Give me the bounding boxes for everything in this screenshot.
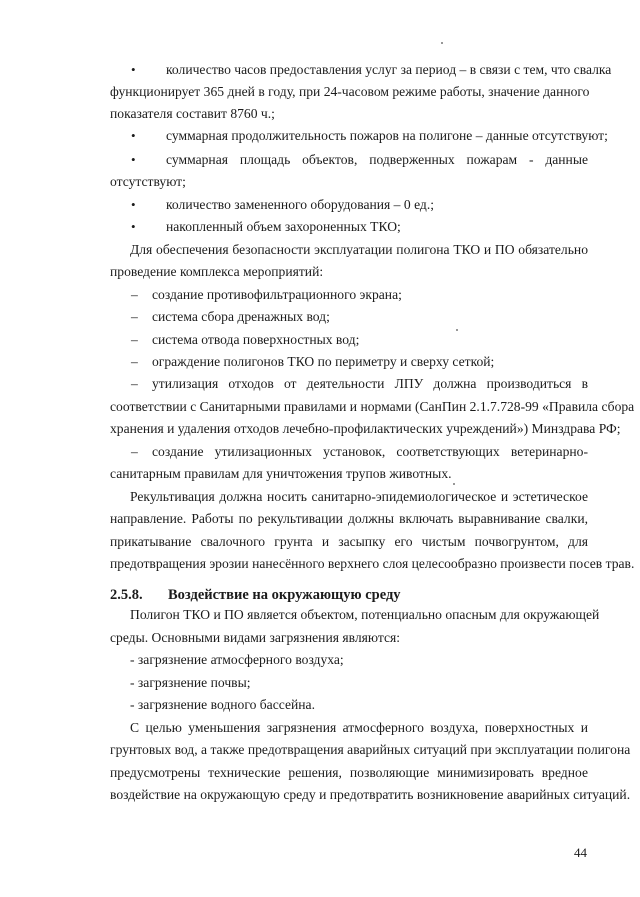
dash-marker: – [131,354,138,369]
pollution-item-2: - загрязнение почвы; [130,675,251,690]
section-number: 2.5.8. [110,587,143,603]
dash-item-2: система сбора дренажных вод; [152,309,330,324]
scan-speck [456,329,458,331]
scan-speck [441,42,443,44]
recultivation-paragraph-line-2: направление. Работы по рекультивации должны включать выравнивание свалки, [110,511,588,526]
recultivation-paragraph-line-1: Рекультивация должна носить санитарно-эпидемиологическое и эстетическое [130,489,588,504]
section-heading [110,587,401,604]
pollution-item-3: - загрязнение водного бассейна. [130,697,315,712]
bullet-item-1-line-3: показателя составит 8760 ч.; [110,106,275,121]
bullet-marker: • [131,219,136,234]
bullet-item-5-line-1: накопленный объем захороненных ТКО; [166,219,401,234]
dash-item-6-line-2: санитарным правилам для уничтожения трупов животных. [110,466,452,481]
conclusion-paragraph-line-3: предусмотрены технические решения, позволяющие минимизировать вредное [110,765,588,780]
scan-speck [453,483,455,485]
section-intro-line-2: среды. Основными видами загрязнения являются: [110,630,401,645]
dash-item-6-line-1: создание утилизационных установок, соответствующих ветеринарно- [152,444,588,459]
dash-item-4: ограждение полигонов ТКО по периметру и сверху сеткой; [152,354,495,369]
conclusion-paragraph-line-1: С целью уменьшения загрязнения атмосферного воздуха, поверхностных и [130,720,588,735]
section-intro-line-1: Полигон ТКО и ПО является объектом, потенциально опасным для окружающей [130,607,600,622]
page-number: 44 [574,845,587,860]
bullet-item-3-line-2: отсутствуют; [110,174,186,189]
recultivation-paragraph-line-4: предотвращения эрозии нанесённого верхнего слоя целесообразно произвести посев трав. [110,556,635,571]
section-title: Воздействие на окружающую среду [168,587,401,603]
bullet-marker: • [131,62,136,77]
intro-paragraph-line-1: Для обеспечения безопасности эксплуатации полигона ТКО и ПО обязательно [130,242,588,257]
dash-item-1: создание противофильтрационного экрана; [152,287,402,302]
dash-item-3: система отвода поверхностных вод; [152,332,360,347]
conclusion-paragraph-line-2: грунтовых вод, а также предотвращения аварийных ситуаций при эксплуатации полигона [110,742,631,757]
dash-item-5-line-2: соответствии с Санитарными правилами и нормами (СанПин 2.1.7.728-99 «Правила сбора [110,399,635,414]
recultivation-paragraph-line-3: прикатывание свалочного грунта и засыпку его чистым почвогрунтом, для [110,534,588,549]
dash-item-5-line-1: утилизация отходов от деятельности ЛПУ должна производиться в [152,376,588,391]
dash-marker: – [131,332,138,347]
bullet-marker: • [131,152,136,167]
dash-marker: – [131,376,138,391]
bullet-item-2-line-1: суммарная продолжительность пожаров на полигоне – данные отсутствуют; [166,128,608,143]
dash-marker: – [131,444,138,459]
bullet-item-1-line-2: функционирует 365 дней в году, при 24-часовом режиме работы, значение данного [110,84,590,99]
bullet-marker: • [131,128,136,143]
conclusion-paragraph-line-4: воздействие на окружающую среду и предотвратить возникновение аварийных ситуаций. [110,787,631,802]
dash-item-5-line-3: хранения и удаления отходов лечебно-профилактических учреждений») Минздрава РФ; [110,421,621,436]
intro-paragraph-line-2: проведение комплекса мероприятий: [110,264,324,279]
dash-marker: – [131,287,138,302]
bullet-item-4-line-1: количество замененного оборудования – 0 ед.; [166,197,435,212]
bullet-marker: • [131,197,136,212]
bullet-item-3-line-1: суммарная площадь объектов, подверженных пожарам - данные [166,152,588,167]
bullet-item-1-line-1: количество часов предоставления услуг за период – в связи с тем, что свалка [166,62,612,77]
pollution-item-1: - загрязнение атмосферного воздуха; [130,652,344,667]
dash-marker: – [131,309,138,324]
